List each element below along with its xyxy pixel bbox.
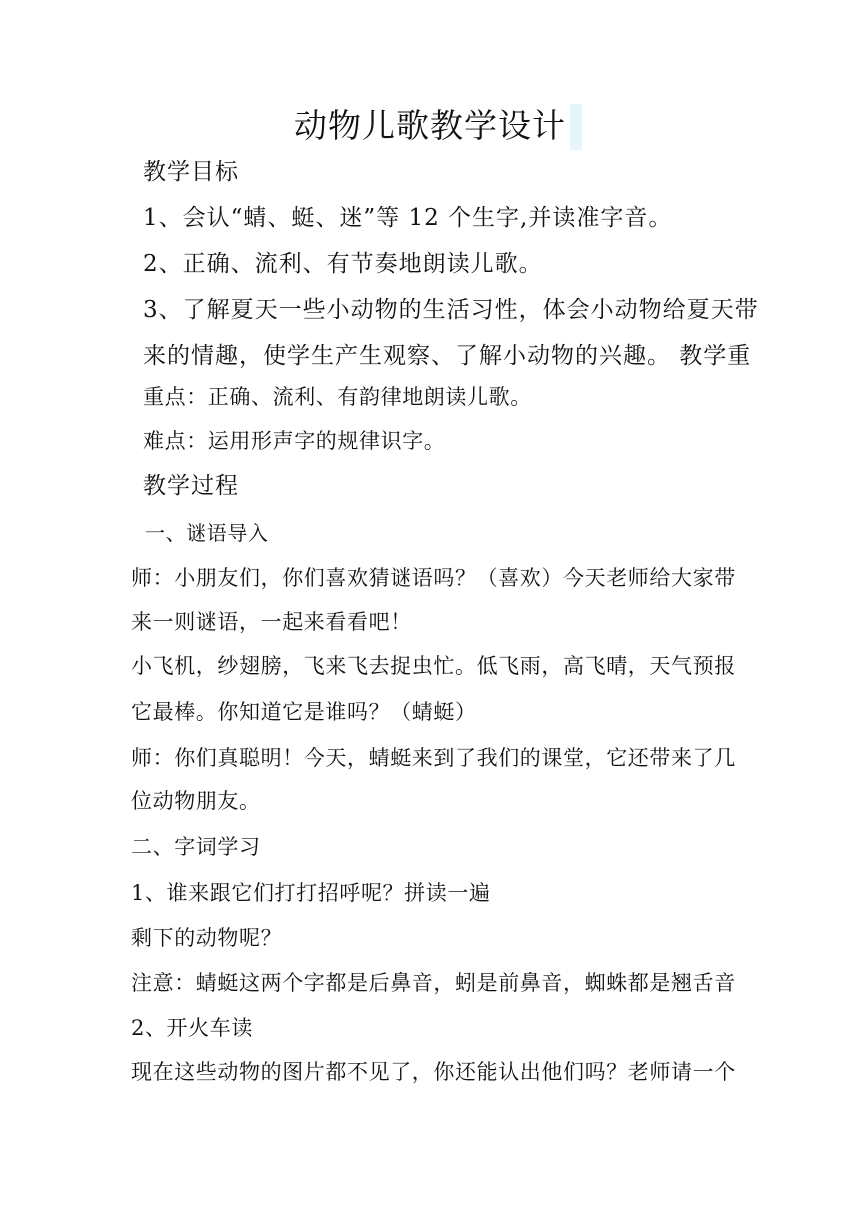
paragraph-line: 它最棒。你知道它是谁吗？（蜻蜓） (131, 700, 477, 724)
paragraph-line: 剩下的动物呢？ (131, 926, 283, 950)
section-heading: 教学过程 (143, 473, 239, 499)
paragraph-line: 1、谁来跟它们打打招呼呢？拼读一遍 (131, 881, 491, 905)
paragraph-line: 师：小朋友们，你们喜欢猜谜语吗？（喜欢）今天老师给大家带 (131, 566, 736, 590)
paragraph-line: 教学目标 (143, 159, 239, 185)
paragraph-line: 难点：运用形声字的规律识字。 (143, 429, 446, 453)
section-heading: 二、字词学习 (131, 835, 261, 859)
paragraph-line: 注意：蜻蜓这两个字都是后鼻音，蚓是前鼻音，蜘蛛都是翘舌音 (131, 971, 736, 995)
section-heading: 一、谜语导入 (145, 521, 269, 545)
paragraph-line: 重点：正确、流利、有韵律地朗读儿歌。 (143, 385, 532, 409)
paragraph-line: 来一则谜语，一起来看看吧！ (131, 610, 412, 634)
paragraph-line: 2、开火车读 (131, 1016, 253, 1040)
paragraph-line: 1、会认“蜻、蜓、迷”等 12 个生字,并读准字音。 (143, 205, 673, 231)
paragraph-line: 小飞机，纱翅膀，飞来飞去捉虫忙。低飞雨，高飞晴，天气预报 (131, 654, 736, 678)
paragraph-line: 现在这些动物的图片都不见了，你还能认出他们吗？老师请一个 (131, 1060, 736, 1084)
paragraph-line: 来的情趣，使学生产生观察、了解小动物的兴趣。 教学重 (143, 343, 752, 369)
paragraph-line: 师：你们真聪明！今天，蜻蜓来到了我们的课堂，它还带来了几 (131, 746, 736, 770)
paragraph-line: 3、了解夏天一些小动物的生活习性，体会小动物给夏天带 (143, 297, 759, 323)
paragraph-line: 2、正确、流利、有节奏地朗读儿歌。 (143, 251, 543, 277)
document-title: 动物儿歌教学设计 (294, 106, 566, 145)
paragraph-line: 位动物朋友。 (131, 789, 261, 813)
